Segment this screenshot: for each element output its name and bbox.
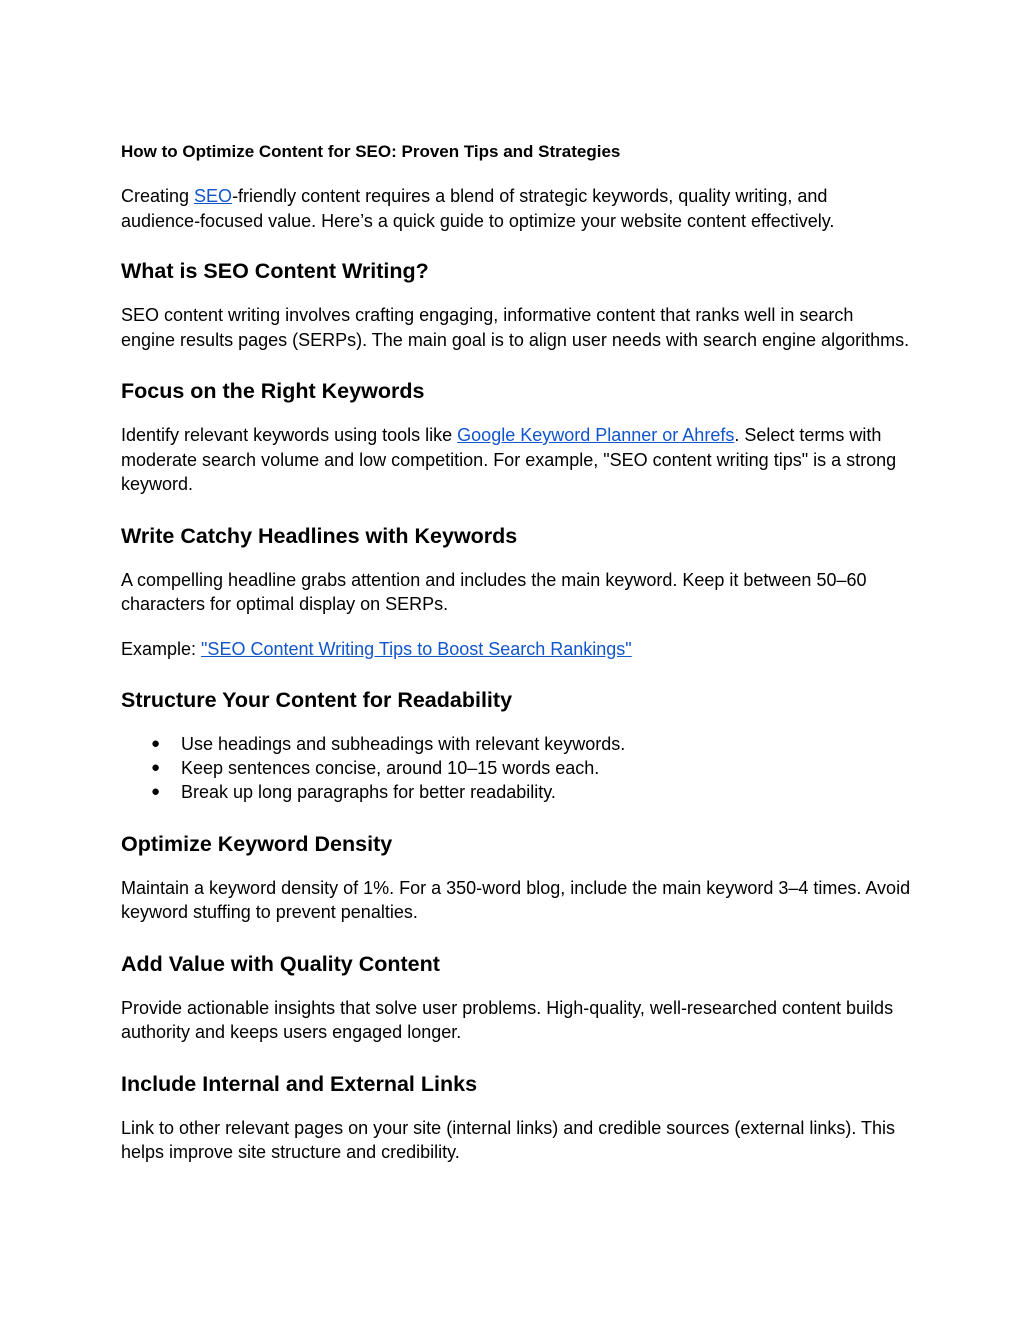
seo-link[interactable]: SEO — [194, 186, 233, 206]
section-body-keywords — [121, 423, 911, 497]
bullet-icon: ● — [151, 759, 161, 777]
section-heading-links: Include Internal and External Links — [121, 1071, 478, 1096]
section-heading-density: Optimize Keyword Density — [121, 831, 393, 856]
section-heading-keywords: Focus on the Right Keywords — [121, 379, 425, 403]
example-label: Example: — [121, 638, 202, 659]
section-body-what-is-seo: SEO content writing involves crafting engaging, informative content that ranks well in search engine results pages (SERPs). The main goal is to align user needs with search engine algorithms. — [121, 305, 910, 350]
section-body-quality: Provide actionable insights that solve user problems. High-quality, well-researched content builds authority and keeps users engaged longer. — [121, 997, 894, 1043]
intro-text-before: Creating — [121, 186, 195, 206]
section-heading-what-is-seo: What is SEO Content Writing? — [121, 259, 429, 283]
example-headline-link[interactable]: "SEO Content Writing Tips to Boost Search Rankings" — [201, 638, 632, 659]
section-heading-quality: Add Value with Quality Content — [121, 951, 440, 976]
intro-paragraph — [121, 184, 911, 233]
section-heading-headlines: Write Catchy Headlines with Keywords — [121, 523, 518, 548]
section-body-links: Link to other relevant pages on your site (internal links) and credible sources (external links). This helps improve site structure and credibility. — [121, 1117, 896, 1163]
keyword-tools-link[interactable]: Google Keyword Planner or Ahrefs — [457, 425, 735, 445]
bullet-icon: ● — [151, 735, 161, 752]
section-body-headlines: A compelling headline grabs attention and includes the main keyword. Keep it between 50–60 characters for optimal display on SERPs. — [121, 569, 867, 614]
document-title: How to Optimize Content for SEO: Proven Tips and Strategies — [121, 142, 621, 161]
keywords-text-before: Identify relevant keywords using tools like — [121, 425, 458, 445]
list-item — [121, 756, 911, 780]
list-item-text: Break up long paragraphs for better readability. — [181, 782, 556, 803]
structure-bullet-list — [121, 732, 911, 805]
section-body-density: Maintain a keyword density of 1%. For a 350-word blog, include the main keyword 3–4 times. Avoid keyword stuffing to prevent penalties. — [121, 877, 911, 923]
bullet-icon: ● — [151, 783, 161, 801]
document-page — [121, 140, 911, 1190]
list-item-text: Use headings and subheadings with relevant keywords. — [181, 734, 626, 754]
intro-text-after: -friendly content requires a blend of strategic keywords, quality writing, and audience-focused value. Here’s a quick guide to optimize your website content effectively. — [121, 186, 835, 231]
section-heading-structure: Structure Your Content for Readability — [121, 688, 513, 712]
keywords-text-after: . Select terms with moderate search volume and low competition. For example, "SEO content writing tips" is a strong keyword. — [121, 425, 897, 494]
list-item — [121, 732, 911, 756]
list-item — [121, 780, 911, 804]
headline-example — [121, 637, 911, 662]
list-item-text: Keep sentences concise, around 10–15 words each. — [181, 758, 600, 779]
